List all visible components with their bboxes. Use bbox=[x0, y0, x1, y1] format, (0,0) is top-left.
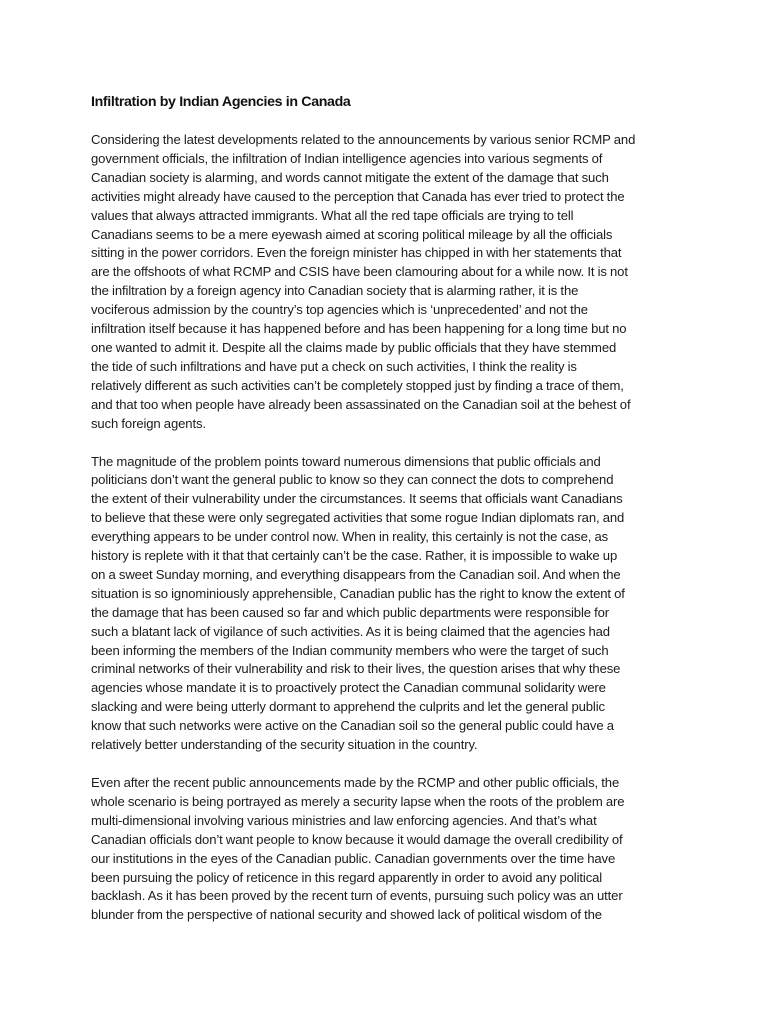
paragraph-line: are the offshoots of what RCMP and CSIS have been clamouring about for a while now. It is not bbox=[91, 264, 628, 280]
paragraph bbox=[91, 453, 687, 756]
paragraph-line: activities might already have caused to the perception that Canada has ever tried to protect the bbox=[91, 188, 625, 204]
paragraph-line: multi-dimensional involving various ministries and law enforcing agencies. And that’s what bbox=[91, 812, 597, 828]
paragraph-line: Even after the recent public announcements made by the RCMP and other public officials, the bbox=[91, 775, 620, 790]
paragraph-line: The magnitude of the problem points toward numerous dimensions that public officials and bbox=[91, 453, 601, 469]
paragraph-line: the extent of their vulnerability under the circumstances. It seems that officials want Canadians bbox=[91, 491, 623, 507]
paragraph-line: Canadian officials don’t want people to know because it would damage the overall credibility of bbox=[91, 831, 623, 847]
paragraph-line: criminal networks of their vulnerability and risk to their lives, the question arises that why these bbox=[91, 661, 621, 677]
document-title: Infiltration by Indian Agencies in Canada bbox=[91, 94, 351, 110]
paragraph-line: politicians don’t want the general public to know so they can connect the dots to comprehend bbox=[91, 472, 614, 488]
paragraph-line: vociferous admission by the country’s top agencies which is ‘unprecedented’ and not the bbox=[91, 302, 588, 318]
paragraph-line: everything appears to be under control now. When in reality, this certainly is not the case, as bbox=[91, 529, 609, 545]
paragraph-line: values that always attracted immigrants. What all the red tape officials are trying to tell bbox=[91, 207, 574, 223]
paragraph-line: slacking and were being utterly dormant to apprehend the culprits and let the general public bbox=[91, 699, 605, 715]
paragraph-line: backlash. As it has been proved by the recent turn of events, pursuing such policy was an utter bbox=[91, 888, 623, 904]
paragraph-line: relatively different as such activities can’t be completely stopped just by finding a trace of them, bbox=[91, 377, 624, 393]
paragraph-line: to believe that these were only segregated activities that some rogue Indian diplomats ran, and bbox=[91, 510, 625, 526]
paragraph-line: blunder from the perspective of national security and showed lack of political wisdom of the bbox=[91, 907, 602, 923]
paragraph-line: such a blatant lack of vigilance of such activities. As it is being claimed that the agencies had bbox=[91, 623, 610, 639]
paragraph-line: and that too when people have already been assassinated on the Canadian soil at the behest of bbox=[91, 396, 631, 412]
paragraph-line: infiltration itself because it has happened before and has been happening for a long time but no bbox=[91, 321, 627, 337]
paragraph-line: relatively better understanding of the security situation in the country. bbox=[91, 737, 478, 753]
paragraph-line: such foreign agents. bbox=[91, 415, 206, 431]
paragraph-line: Canadians seems to be a mere eyewash aimed at scoring political mileage by all the officials bbox=[91, 226, 613, 242]
paragraph-line: been informing the members of the Indian community members who were the target of such bbox=[91, 642, 609, 658]
paragraphs-container bbox=[91, 131, 687, 925]
paragraph-line: government officials, the infiltration of Indian intelligence agencies into various segments of bbox=[91, 150, 603, 166]
paragraph-line: on a sweet Sunday morning, and everything disappears from the Canadian soil. And when the bbox=[91, 566, 621, 582]
paragraph-line: sitting in the power corridors. Even the foreign minister has chipped in with her statements that bbox=[91, 245, 622, 261]
paragraph-line: Considering the latest developments related to the announcements by various senior RCMP and bbox=[91, 132, 636, 147]
paragraph-line: the damage that has been caused so far and which public departments were responsible for bbox=[91, 604, 610, 620]
paragraph-line: know that such networks were active on the Canadian soil so the general public could have a bbox=[91, 718, 614, 734]
document-body bbox=[91, 94, 687, 944]
paragraph-line: history is replete with it that that certainly can’t be the case. Rather, it is impossible to wake up bbox=[91, 548, 618, 564]
paragraph-line: our institutions in the eyes of the Canadian public. Canadian governments over the time have bbox=[91, 850, 616, 866]
paragraph-line: the infiltration by a foreign agency into Canadian society that is alarming rather, it is the bbox=[91, 283, 579, 299]
paragraph-line: one wanted to admit it. Despite all the claims made by public officials that they have stemmed bbox=[91, 339, 617, 355]
paragraph-line: been pursuing the policy of reticence in this regard apparently in order to avoid any political bbox=[91, 869, 603, 885]
paragraph-line: Canadian society is alarming, and words cannot mitigate the extent of the damage that such bbox=[91, 169, 609, 185]
paragraph bbox=[91, 131, 687, 434]
paragraph-line: whole scenario is being portrayed as merely a security lapse when the roots of the problem are bbox=[91, 793, 625, 809]
paragraph-line: agencies whose mandate it is to proactively protect the Canadian communal solidarity were bbox=[91, 680, 606, 696]
paragraph-line: the tide of such infiltrations and have put a check on such activities, I think the reality is bbox=[91, 358, 577, 374]
paragraph bbox=[91, 774, 687, 925]
paragraph-line: situation is so ignominiously apprehensible, Canadian public has the right to know the extent of bbox=[91, 585, 625, 601]
